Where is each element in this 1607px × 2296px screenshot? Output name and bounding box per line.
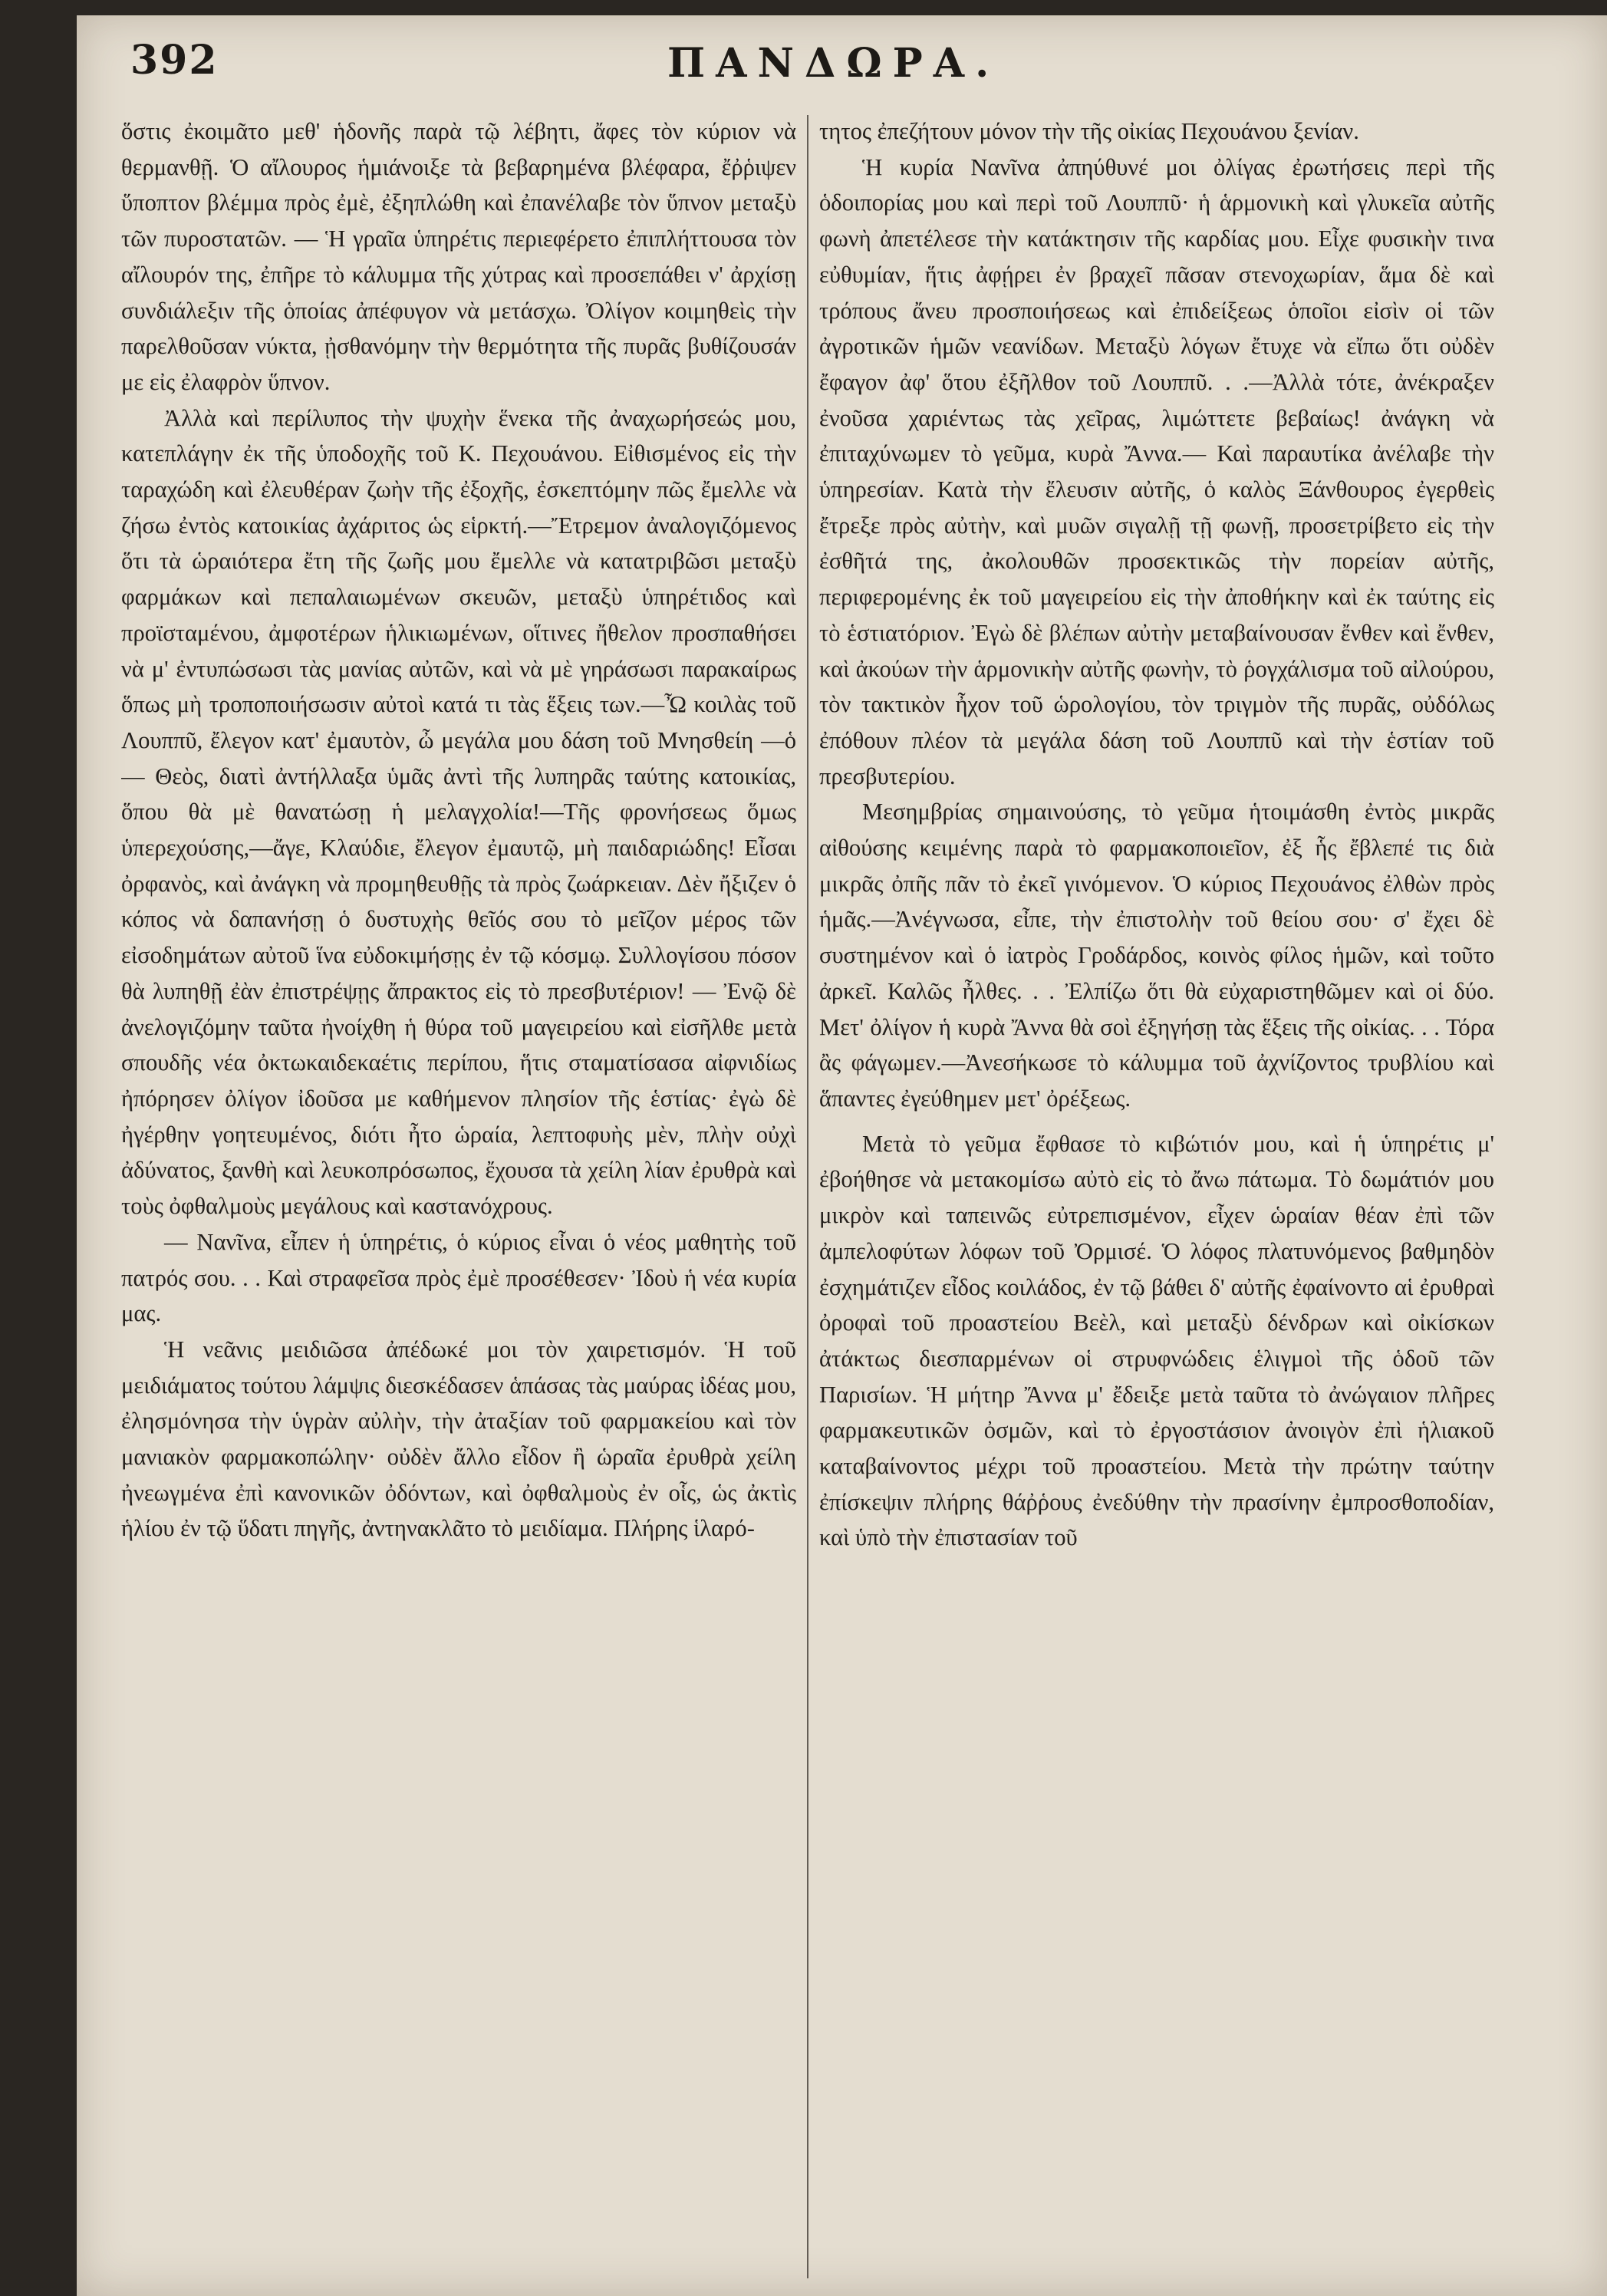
paragraph: — Νανῖνα, εἶπεν ἡ ὑπηρέτις, ὁ κύριος εἶναι ὁ νέος μαθητὴς τοῦ πατρός σου. . . Καὶ στραφεῖσα πρὸς ἐμὲ προσέθεσεν· Ἰδοὺ ἡ νέα κυρία μας. (121, 1228, 796, 1327)
paragraph: Ἡ νεᾶνις μειδιῶσα ἀπέδωκέ μοι τὸν χαιρετισμόν. Ἡ τοῦ μειδιάματος τούτου λάμψις διεσκέδασεν ἁπάσας τὰς μαύρας ἰδέας μου, ἐλησμόνησα τὴν ὑγρὰν αὐλὴν, τὴν ἀταξίαν τοῦ φαρμακείου καὶ τὸν μανιακὸν φαρμακοπώλην· οὐδὲν ἄλλο εἶδον ἢ ὡραῖα ἐρυθρὰ χείλη ἠνεωγμένα ἐπὶ κανονικῶν ὀδόντων, καὶ ὀφθαλμοὺς ἐν οἷς, ὡς ἀκτὶς ἡλίου ἐν τῷ ὕδατι πηγῆς, ἀντηνακλᾶτο τὸ μειδίαμα. Πλήρης ἱλαρό- (121, 1336, 796, 1542)
paragraph: Μετὰ τὸ γεῦμα ἔφθασε τὸ κιβώτιόν μου, καὶ ἡ ὑπηρέτις μ' ἐβοήθησε νὰ μετακομίσω αὐτὸ εἰς τὸ ἄνω πάτωμα. Τὸ δωμάτιόν μου μικρὸν καὶ ταπεινῶς εὐτρεπισμένον, εἶχεν ὡραίαν θέαν ἐπὶ τῶν ἀμπελοφύτων λόφων τοῦ Ὀρμισέ. Ὁ λόφος πλατυνόμενος βαθμηδὸν ἐσχημάτιζεν εἶδος κοιλάδος, ἐν τῷ βάθει δ' αὐτῆς ἐφαίνοντο αἱ ἐρυθραὶ ὀροφαὶ τοῦ προαστείου Βεὲλ, καὶ μεταξὺ δένδρων καὶ οἰκίσκων ἀτάκτως διεσπαρμένων οἱ στρυφνώδεις ἑλιγμοὶ τῆς ὁδοῦ τῶν Παρισίων. Ἡ μήτηρ Ἄννα μ' ἔδειξε μετὰ ταῦτα τὸ ἀνώγαιον πλῆρες φαρμακευτικῶν ὀσμῶν, καὶ τὸ ἐργοστάσιον ἀνοιγὸν ἐπὶ ἡλιακοῦ καταβαίνοντος μέχρι τοῦ προαστείου. Μετὰ τὴν πρώτην ταύτην ἐπίσκεψιν πλήρης θάῤῥους ἐνεδύθην τὴν πρασίνην ἐμπροσθοποδίαν, καὶ ὑπὸ τὴν ἐπιστασίαν τοῦ (819, 1130, 1494, 1551)
paragraph: Ἀλλὰ καὶ περίλυπος τὴν ψυχὴν ἕνεκα τῆς ἀναχωρήσεώς μου, κατεπλάγην ἐκ τῆς ὑποδοχῆς τοῦ Κ. Πεχουάνου. Εἰθισμένος εἰς τὴν ταραχώδη καὶ ἐλευθέραν ζωὴν τῆς ἐξοχῆς, ἐσκεπτόμην πῶς ἔμελλε νὰ ζήσω ἐντὸς κατοικίας ἀχάριτος ὡς εἱρκτή.—Ἔτρεμον ἀναλογιζόμενος ὅτι τὰ ὡραιότερα ἔτη τῆς ζωῆς μου ἔμελλε νὰ κατατριβῶσι μεταξὺ φαρμάκων καὶ πεπαλαιωμένων σκευῶν, μεταξὺ ὑπηρέτιδος καὶ προϊσταμένου, ἀμφοτέρων ἡλικιωμένων, οἵτινες ἤθελον προσπαθήσει νὰ μ' ἐντυπώσωσι τὰς μανίας αὐτῶν, καὶ νὰ μὲ γηράσωσι παρακαίρως ὅπως μὴ τροποποιήσωσιν αὐτοὶ κατά τι τὰς ἕξεις των.—Ὦ κοιλὰς τοῦ Λουππῦ, ἔλεγον κατ' ἐμαυτὸν, ὦ μεγάλα μου δάση τοῦ Μνησθείη —ὁ— Θεὸς, διατὶ ἀντήλλαξα ὑμᾶς ἀντὶ τῆς λυπηρᾶς ταύτης κατοικίας, ὅπου θὰ μὲ θανατώσῃ ἡ μελαγχολία!—Τῆς φρονήσεως ὅμως ὑπερεχούσης,—ἄγε, Κλαύδιε, ἔλεγον ἐμαυτῷ, μὴ παιδαριώδης! Εἶσαι ὀρφανὸς, καὶ ἀνάγκη νὰ προμηθευθῇς τὰ πρὸς ζωάρκειαν. Δὲν ἤξιζεν ὁ κόπος νὰ δαπανήσῃ ὁ δυστυχὴς θεῖός σου τὸ μεῖζον μέρος τῶν εἰσοδημάτων αὐτοῦ ἵνα εὐδοκιμήσῃς ἐν τῷ κόσμῳ. Συλλογίσου πόσον θὰ λυπηθῇ ἐὰν ἐπιστρέψῃς ἄπρακτος εἰς τὸ πρεσβυτέριον! — Ἐνῷ δὲ ἀνελογιζόμην ταῦτα ἠνοίχθη ἡ θύρα τοῦ μαγειρείου καὶ εἰσῆλθε μετὰ σπουδῆς νέα ὀκτωκαιδεκαέτις περίπου, ἥτις σταματίσασα αἰφνιδίως ἠπόρησεν ὀλίγον ἰδοῦσα με καθήμενον πλησίον τῆς ἑστίας· ἐγὼ δὲ ἠγέρθην γοητευμένος, διότι ἦτο ὡραία, λεπτοφυὴς μὲν, πλὴν οὐχὶ ἀδύνατος, ξανθὴ καὶ λευκοπρόσωπος, ἔχουσα τὰ χείλη λίαν ἐρυθρὰ καὶ τοὺς ὀφθαλμοὺς μεγάλους καὶ καστανόχρους. (121, 404, 796, 1220)
right-column (819, 114, 1494, 2284)
book-page (77, 15, 1607, 2296)
paragraph: Ἡ κυρία Νανῖνα ἀπηύθυνέ μοι ὀλίγας ἐρωτήσεις περὶ τῆς ὁδοιπορίας μου καὶ περὶ τοῦ Λουππῦ· ἡ ἁρμονικὴ καὶ γλυκεῖα αὐτῆς φωνὴ ἀπετέλεσε τὴν κατάκτησιν τῆς καρδίας μου. Εἶχε φυσικὴν τινα εὐθυμίαν, ἥτις ἀφῄρει ἐν βραχεῖ πᾶσαν στενοχωρίαν, ἅμα δὲ καὶ τρόπους ἄνευ προσποιήσεως καὶ ἐπιδείξεως ὁποῖοι εἰσὶν οἱ τῶν ἀγροτικῶν ἡμῶν νεανίδων. Μεταξὺ λόγων ἔτυχε νὰ εἴπω ὅτι οὐδὲν ἔφαγον ἀφ' ὅτου ἐξῆλθον τοῦ Λουππῦ. . .—Ἀλλὰ τότε, ἀνέκραξεν ἐνοῦσα χαριέντως τὰς χεῖρας, λιμώττετε βεβαίως! ἀνάγκη νὰ ἐπιταχύνωμεν τὸ γεῦμα, κυρὰ Ἄννα.— Καὶ παραυτίκα ἀνέλαβε τὴν ὑπηρεσίαν. Κατὰ τὴν ἔλευσιν αὐτῆς, ὁ καλὸς Ξάνθουρος ἐγερθεὶς ἔτρεξε πρὸς αὐτὴν, καὶ μυῶν σιγαλῇ τῇ φωνῇ, προσετρίβετο εἰς τὴν ἐσθῆτά της, ἀκολουθῶν προσεκτικῶς τὴν πορείαν αὐτῆς, περιφερομένης ἐκ τοῦ μαγειρείου εἰς τὴν ἀποθήκην καὶ ἐκ ταύτης εἰς τὸ ἑστιατόριον. Ἐγὼ δὲ βλέπων αὐτὴν μεταβαίνουσαν ἔνθεν καὶ ἔνθεν, καὶ ἀκούων τὴν ἁρμονικὴν αὐτῆς φωνὴν, τὸ ῥογχάλισμα τοῦ αἰλούρου, τὸν τακτικὸν ἦχον τοῦ ὡρολογίου, τὸν τριγμὸν τῆς πυρᾶς, οὐδόλως ἐπόθουν πλέον τὰ μεγάλα δάση τοῦ Λουππῦ καὶ τὴν ἑστίαν τοῦ πρεσβυτερίου. (819, 153, 1494, 789)
left-column (121, 114, 796, 2284)
column-divider (807, 115, 808, 2278)
paragraph: τητος ἐπεζήτουν μόνον τὴν τῆς οἰκίας Πεχουάνου ξενίαν. (819, 118, 1359, 144)
journal-title: ΠΑΝΔΩΡΑ. (667, 40, 1000, 87)
page-header (130, 37, 1557, 98)
page-number: 392 (130, 37, 219, 84)
paragraph: Μεσημβρίας σημαινούσης, τὸ γεῦμα ἡτοιμάσθη ἐντὸς μικρᾶς αἰθούσης κειμένης παρὰ τὸ φαρμακοποιεῖον, ἐξ ἧς ἔβλεπέ τις διὰ μικρᾶς ὀπῆς πᾶν τὸ ἐκεῖ γινόμενον. Ὁ κύριος Πεχουάνος ἐλθὼν πρὸς ἡμᾶς.—Ἀνέγνωσα, εἶπε, τὴν ἐπιστολὴν τοῦ θείου σου· σ' ἔχει δὲ συστημένον καὶ ὁ ἰατρὸς Γροδάρδος, κοινὸς φίλος ἡμῶν, καὶ τοῦτο ἀρκεῖ. Καλῶς ἦλθες. . . Ἐλπίζω ὅτι θὰ εὐχαριστηθῶμεν καὶ οἱ δύο. Μετ' ὀλίγον ἡ κυρὰ Ἄννα θὰ σοὶ ἐξηγήσῃ τὰς ἕξεις τῆς οἰκίας. . . Τόρα ἂς φάγωμεν.—Ἀνεσήκωσε τὸ κάλυμμα τοῦ ἀχνίζοντος τρυβλίου καὶ ἅπαντες ἐγεύθημεν μετ' ὀρέξεως. (819, 799, 1494, 1112)
paragraph: ὅστις ἐκοιμᾶτο μεθ' ἡδονῆς παρὰ τῷ λέβητι, ἄφες τὸν κύριον νὰ θερμανθῇ. Ὁ αἴλουρος ἡμιάνοιξε τὰ βεβαρημένα βλέφαρα, ἔῤῥιψεν ὕποπτον βλέμμα πρὸς ἐμὲ, ἐξηπλώθη καὶ ἐπανέλαβε τὸν ὕπνον μεταξὺ τῶν πυροστατῶν. — Ἡ γραῖα ὑπηρέτις περιεφέρετο ἐπιπλήττουσα τὸν αἴλουρόν της, ἐπῆρε τὸ κάλυμμα τῆς χύτρας καὶ προσεπάθει ν' ἀρχίσῃ συνδιάλεξιν τῆς ὁποίας ἀπέφυγον νὰ μετάσχω. Ὀλίγον κοιμηθεὶς τὴν παρελθοῦσαν νύκτα, ᾐσθανόμην τὴν θερμότητα τῆς πυρᾶς βυθίζουσάν με εἰς ἐλαφρὸν ὕπνον. (121, 118, 796, 395)
